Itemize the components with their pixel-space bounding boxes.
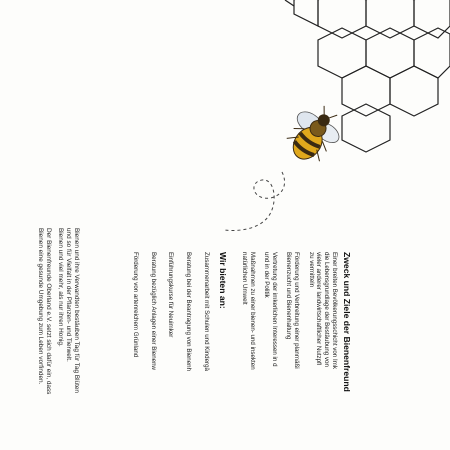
offer-item: Einführungskurse für Neuimker [167,252,175,338]
left-text-column [0,228,86,450]
goal-line: und in der Politik [263,252,271,298]
goals-heading: Zweck und Ziele der Bienenfreund [342,252,352,392]
left-paragraph-2 [55,228,80,393]
offer-list [131,252,210,371]
goal-line: Förderung und Verbreitung einer planmäßi [293,252,300,369]
goal-item [262,252,278,367]
left-paragraph-1 [36,228,52,394]
intro-line: vieler anderer landwirtschaftlicher Nutzpfl [315,252,323,366]
flight-trail-icon [220,170,330,240]
intro-line: zu vermitteln [307,252,315,288]
offer-heading: Wir bieten an: [218,252,228,309]
goal-line: Bienenzucht und Bienenhaltung [285,252,293,340]
goal-line: natürlichen Umwelt [241,252,249,305]
offer-item: Beratung bezüglich Anlagen einer Bienenw [149,252,157,370]
paragraph-line: Bienen und ihre Verwandten bestäuben Tag für Tag Blüten [73,228,80,393]
offer-item: Zusammenarbeit mit Schulen und Kindergä [203,252,210,372]
intro-line: die Lebensgrundlage der Bestäubung von [323,252,331,367]
goal-line: Vertretung der imkerlichen Interessen in d [271,252,278,367]
goal-item [240,252,256,370]
offer-item: Beratung bei der Beantragung von Bienenh [185,252,193,372]
paragraph-line: Bienen und viel mehr, als nur ihren Honig. [56,228,64,347]
offer-item: Förderung von artenreichem Grünland [131,252,139,358]
goal-item [284,252,300,369]
intro-line: Einer breiten Bevölkerungsschicht von Imk [331,252,338,369]
bee-icon [270,100,350,180]
right-text-column [82,252,352,450]
paragraph-line: Der Bienenfreunde Oberland e.V. setzt sich dafür ein, dass [45,228,52,395]
paragraph-line: Bienen eine gesunde Umgebung zum Leben vorfinden. [36,228,44,385]
goal-line: Maßnahmen zu einer bienen- und insekten [249,252,256,370]
paragraph-line: und so für Vielfalt in der Pflanzen- und Tierwelt. [64,228,72,362]
intro-block [307,252,338,369]
